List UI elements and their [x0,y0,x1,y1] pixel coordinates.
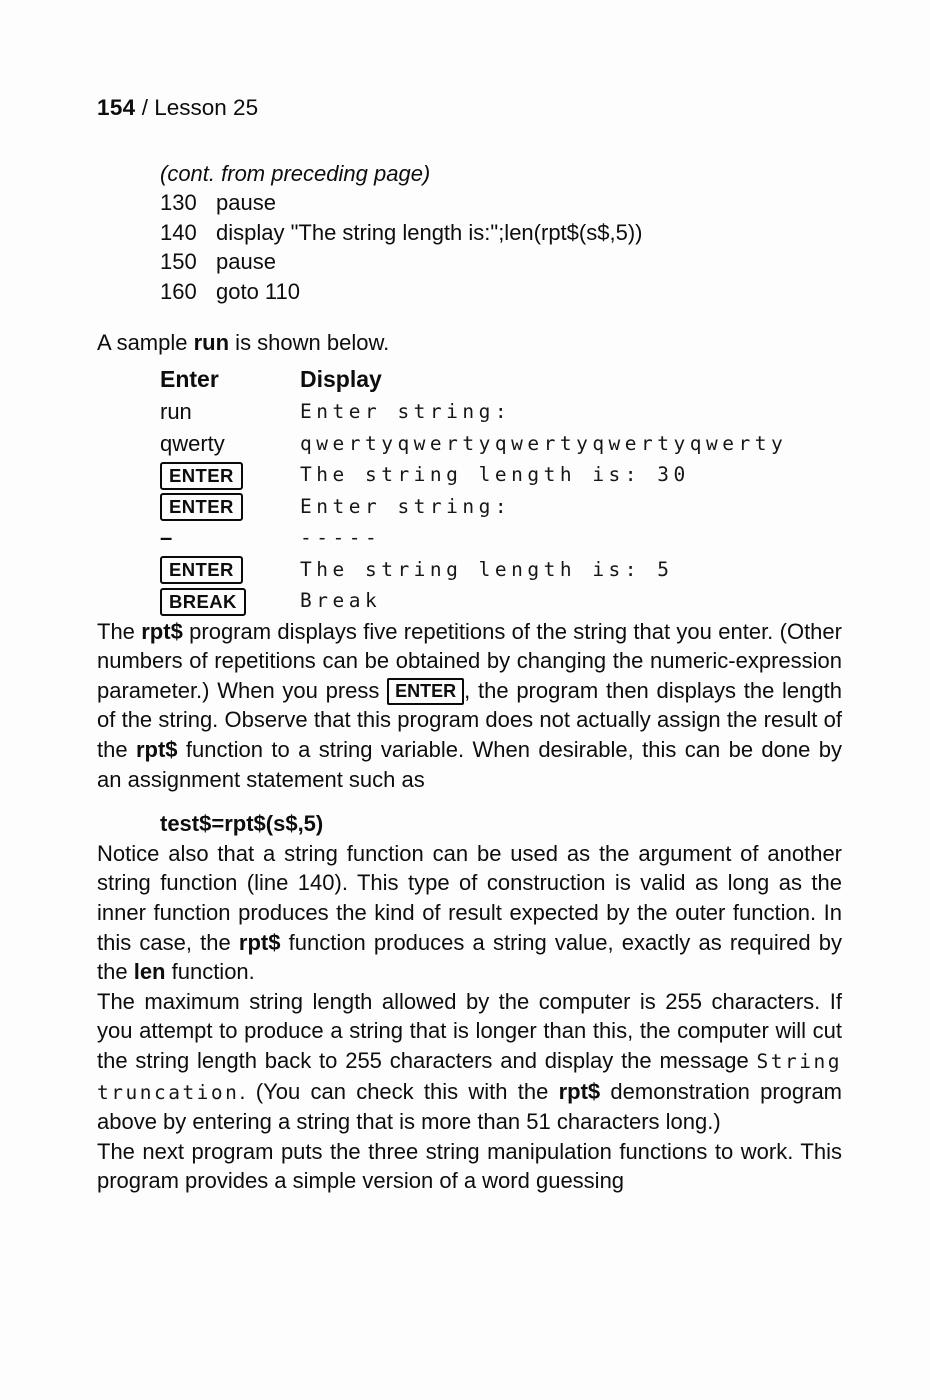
text-segment: program displays five repetitions of the string that you enter. (Other numbers of repetitions can be obtained by changing the numeric-expression parameter.) When you press [97,618,842,703]
line-number: 140 [160,219,197,245]
code-text: pause [216,249,276,275]
rpt-keyword: rpt$ [135,737,178,763]
enter-cell: run [160,399,192,425]
text-segment: function. [165,959,255,985]
enter-cell [160,460,300,490]
line-number: 150 [160,249,197,275]
enter-cell [160,554,300,584]
table-header-row [160,363,842,396]
table-row [160,491,842,523]
text-segment: The next program puts the three string manipulation functions to work. This program provides a simple version of a word guessing [97,1138,842,1194]
table-row [160,396,842,428]
run-table [160,363,842,617]
table-row [160,459,842,491]
display-cell: The string length is: 30 [300,463,690,487]
display-cell: Enter string: [300,400,512,424]
assignment-statement: test$=rpt$(s$,5) [160,811,324,837]
paragraph-next-program [97,1137,842,1196]
table-row [160,428,842,460]
header-separator: / [141,95,148,120]
code-text: display "The string length is:";len(rpt$(s$,5)) [216,219,643,245]
text-segment: demonstration program above by entering a string that is more than 51 characters long.) [97,1078,843,1135]
enter-cell [160,491,300,521]
display-cell: qwertyqwertyqwertyqwertyqwerty [300,431,788,455]
break-key: BREAK [160,588,246,616]
enter-key: ENTER [160,556,243,584]
enter-key-inline: ENTER [387,678,464,705]
display-cell: The string length is: 5 [300,557,674,581]
paragraph-nested-functions [97,839,842,987]
string-truncation-message: String truncation [97,1049,842,1104]
display-cell: Enter string: [300,494,512,518]
sample-run-intro [97,328,842,358]
table-row [160,522,842,554]
code-line [160,247,842,277]
table-row [160,554,842,586]
code-line [160,188,842,218]
text-segment: The [97,618,142,644]
display-cell: Break [300,589,382,613]
line-number: 130 [160,190,197,216]
len-keyword: len [133,959,166,985]
enter-cell: – [160,525,174,551]
column-header-enter: Enter [160,365,219,392]
enter-key: ENTER [160,462,243,490]
code-text: goto 110 [216,278,301,304]
page-number: 154 [97,95,136,120]
column-header-display: Display [300,365,382,392]
code-listing [160,159,842,307]
text-segment: . (You can check this with the [239,1078,559,1104]
text-segment: , the program then displays the length of the string. Observe that this program does not actually assign the result of the [97,677,842,763]
lesson-title: Lesson 25 [154,95,259,120]
paragraph-max-length [97,987,842,1137]
continuation-caption: (cont. from preceding page) [160,160,431,186]
text-segment: Notice also that a string function can be used as the argument of another string function (line 140). This type of construction is valid as long as the inner function produces the kind of result expected by the outer function. In this case, the [97,840,842,955]
display-cell: ----- [300,526,382,550]
paragraph-rpt-description [97,617,842,795]
text-segment: The maximum string length allowed by the computer is 255 characters. If you attempt to produce a string that is longer than this, the computer will cut the string length back to 255 characters and display the message [97,988,842,1073]
intro-run-keyword: run [193,329,230,355]
text-segment: function to a string variable. When desirable, this can be done by an assignment statement such as [97,737,843,792]
table-row [160,585,842,617]
intro-text: A sample [97,329,194,355]
enter-cell: qwerty [160,430,225,456]
line-number: 160 [160,278,197,304]
code-line [160,218,842,248]
text-segment: function produces a string value, exactly as required by the [97,929,842,985]
enter-key: ENTER [160,493,243,521]
code-text: pause [216,190,276,216]
rpt-keyword: rpt$ [141,618,183,644]
rpt-keyword: rpt$ [558,1078,601,1104]
intro-text: is shown below. [229,329,390,355]
page-header [97,93,842,123]
code-line [160,277,842,307]
enter-cell [160,586,300,616]
rpt-keyword: rpt$ [238,929,281,955]
